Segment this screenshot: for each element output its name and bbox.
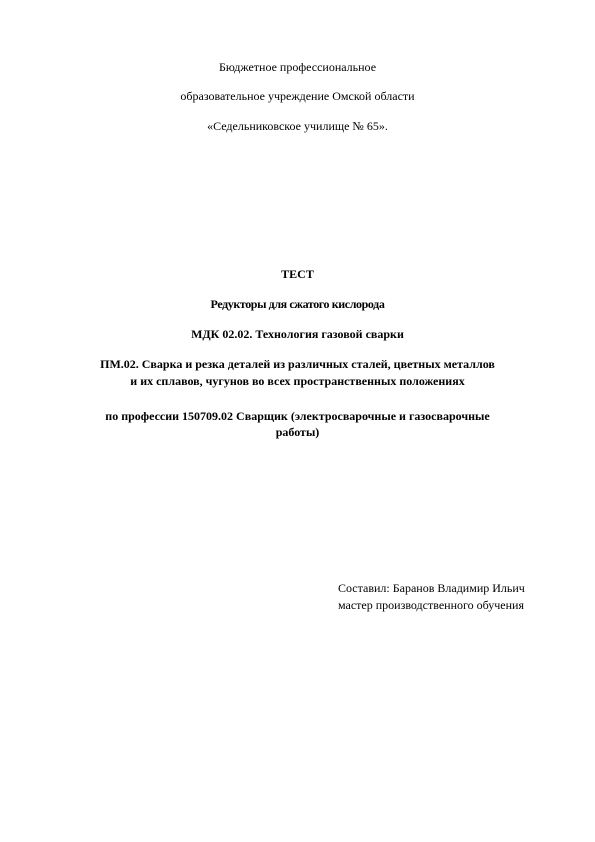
document-subject: Редукторы для сжатого кислорода: [210, 297, 385, 311]
module-line-1: ПМ.02. Сварка и резка деталей из различных сталей, цветных металлов: [100, 357, 495, 371]
institution-line-2: образовательное учреждение Омской области: [180, 89, 415, 103]
author-name: Составил: Баранов Владимир Ильич: [338, 581, 525, 595]
institution-line-1: Бюджетное профессиональное: [218, 60, 377, 74]
author-position: мастер производственного обучения: [338, 598, 524, 612]
profession-line-1: по профессии 150709.02 Сварщик (электросварочные и газосварочные: [105, 409, 490, 423]
document-heading: ТЕСТ: [281, 267, 314, 281]
course-title: МДК 02.02. Технология газовой сварки: [191, 327, 404, 341]
institution-line-3: «Седельниковское училище № 65».: [207, 119, 388, 133]
profession-line-2: работы): [275, 425, 320, 439]
module-line-2: и их сплавов, чугунов во всех пространственных положениях: [130, 374, 465, 388]
